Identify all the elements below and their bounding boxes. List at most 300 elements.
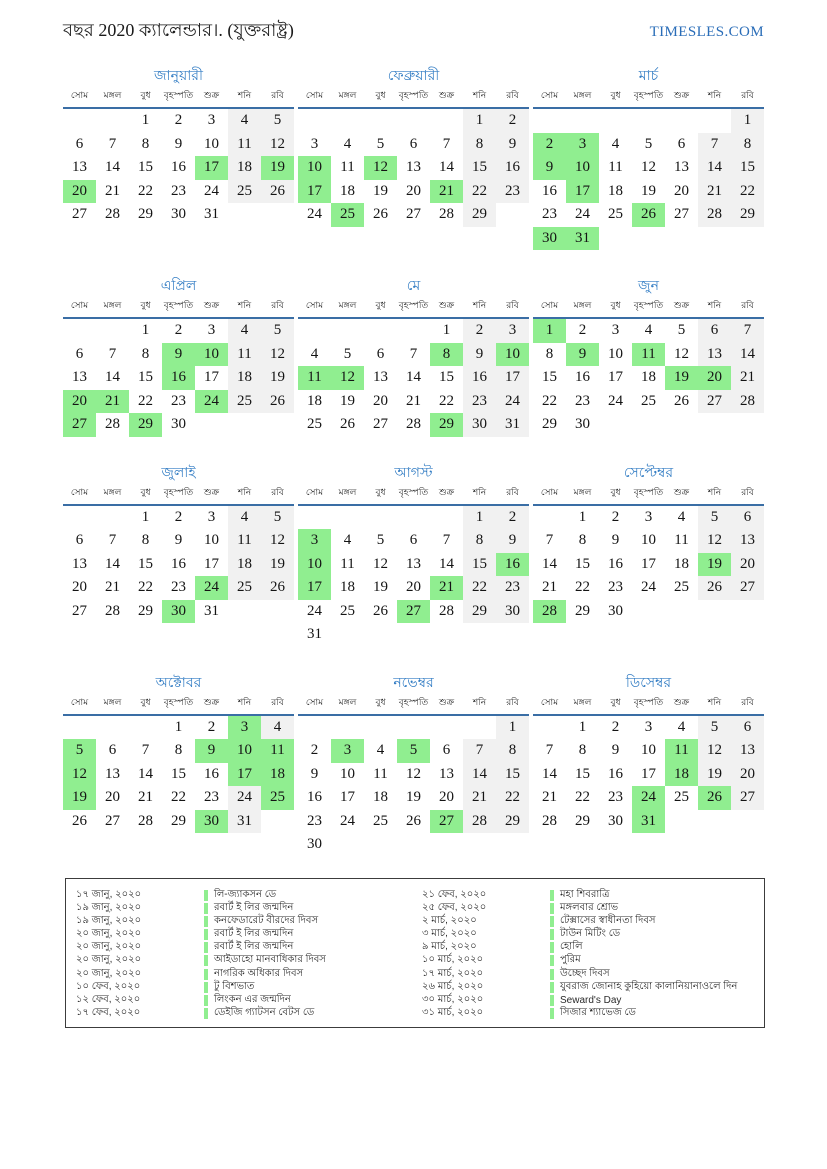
holiday-marker-icon: [204, 1008, 208, 1019]
day-cell: 19: [641, 182, 656, 199]
legend-date: ১৭ মার্চ, ২০২০: [422, 967, 484, 979]
day-cell: 28: [542, 812, 557, 829]
day-cell: 28: [105, 602, 120, 619]
weekday-label: বুধ: [375, 90, 386, 100]
empty-cell: [331, 109, 364, 133]
day-cell: 13: [72, 369, 87, 386]
day-cell: 18: [373, 789, 388, 806]
holiday-day-cell: 17: [298, 576, 331, 600]
weekday-label: মঙ্গল: [103, 300, 122, 310]
weekday-label: শুক্র: [438, 486, 455, 497]
weekday-label: শুক্র: [673, 486, 690, 497]
day-cell: 12: [641, 159, 656, 176]
legend-date: ২০ জানু, ২০২০: [76, 954, 142, 966]
weekday-label: রবি: [506, 300, 519, 310]
day-cell: 3: [207, 112, 216, 129]
day-cell: 16: [171, 555, 186, 572]
day-cell: 23: [204, 789, 219, 806]
holiday-day-cell: 25: [261, 786, 294, 810]
empty-cell: [364, 506, 397, 530]
day-cell: 30: [171, 416, 186, 433]
day-cell: 7: [698, 133, 731, 157]
day-cell: 23: [608, 789, 623, 806]
empty-cell: [665, 109, 698, 133]
empty-cell: [397, 109, 430, 133]
empty-cell: [298, 716, 331, 740]
legend-holiday-label: টেক্সাসের স্বাধীনতা দিবস: [560, 915, 656, 927]
month-days: [63, 716, 294, 834]
empty-cell: [331, 506, 364, 530]
day-cell: 9: [174, 532, 183, 549]
day-cell: 21: [463, 786, 496, 810]
day-cell: 29: [138, 206, 153, 223]
legend-row: [76, 913, 410, 926]
month-block: [63, 62, 294, 250]
weekday-label: মঙ্গল: [338, 696, 357, 707]
day-cell: 14: [105, 555, 120, 572]
empty-cell: [298, 109, 331, 133]
weekday-label: বুধ: [140, 486, 151, 497]
empty-cell: [533, 506, 566, 530]
day-cell: 12: [674, 345, 689, 362]
day-cell: 11: [228, 133, 261, 157]
weekday-label: বৃহস্পতি: [633, 696, 664, 707]
day-cell: 26: [261, 576, 294, 600]
legend-holiday-label: ডেইজি গ্যাটসন বেটস ডে: [214, 1006, 315, 1018]
day-cell: 25: [608, 206, 623, 223]
holiday-marker-icon: [550, 1008, 554, 1019]
holiday-day-cell: 26: [632, 203, 665, 227]
legend-date: ২ মার্চ, ২০২০: [422, 915, 477, 927]
day-cell: 29: [171, 812, 186, 829]
weekday-label: শুক্র: [438, 90, 455, 100]
holiday-day-cell: 24: [632, 786, 665, 810]
holiday-day-cell: 1: [533, 319, 566, 343]
legend-date: ২১ ফেব, ২০২০: [422, 889, 487, 900]
weekday-label: মঙ্গল: [573, 300, 592, 310]
day-cell: 28: [406, 416, 421, 433]
legend-holiday-label: নাগরিক অধিকার দিবস: [214, 967, 304, 979]
day-cell: 6: [698, 319, 731, 343]
holiday-day-cell: 27: [430, 810, 463, 834]
month-title: জুন: [638, 277, 659, 293]
month-block: [298, 272, 529, 437]
day-cell: 18: [228, 366, 261, 390]
day-cell: 2: [578, 322, 587, 339]
day-cell: 27: [731, 576, 764, 600]
day-cell: 2: [611, 508, 620, 525]
weekday-label: শুক্র: [203, 696, 220, 707]
month-block: [63, 272, 294, 437]
weekday-label: সোম: [70, 300, 89, 310]
holiday-day-cell: 26: [698, 786, 731, 810]
day-cell: 1: [731, 109, 764, 133]
day-cell: 23: [542, 206, 557, 223]
day-cell: 7: [545, 532, 554, 549]
empty-cell: [331, 319, 364, 343]
weekday-label: মঙ্গল: [573, 90, 592, 100]
month-days: [298, 716, 529, 857]
day-cell: 1: [141, 508, 150, 525]
day-cell: 22: [439, 392, 454, 409]
day-cell: 23: [307, 812, 322, 829]
day-cell: 14: [698, 156, 731, 180]
day-cell: 6: [442, 742, 451, 759]
holiday-day-cell: 19: [261, 156, 294, 180]
day-cell: 8: [463, 529, 496, 553]
legend-row: [422, 979, 756, 992]
holiday-day-cell: 25: [331, 203, 364, 227]
day-cell: 6: [75, 345, 84, 362]
day-cell: 13: [406, 159, 421, 176]
holiday-day-cell: 17: [298, 180, 331, 204]
day-cell: 16: [608, 555, 623, 572]
day-cell: 1: [141, 112, 150, 129]
holiday-day-cell: 11: [632, 343, 665, 367]
day-cell: 5: [644, 135, 653, 152]
weekday-label: বুধ: [610, 300, 621, 310]
day-cell: 1: [496, 716, 529, 740]
day-cell: 26: [674, 392, 689, 409]
day-cell: 22: [496, 786, 529, 810]
legend-date: ২৬ মার্চ, ২০২০: [422, 980, 484, 992]
weekday-label: বৃহস্পতি: [163, 486, 194, 497]
empty-cell: [63, 716, 96, 740]
day-cell: 5: [376, 135, 385, 152]
weekday-label: মঙ্গল: [103, 486, 122, 497]
day-cell: 28: [463, 810, 496, 834]
day-cell: 5: [698, 506, 731, 530]
day-cell: 29: [575, 812, 590, 829]
holiday-day-cell: 3: [298, 529, 331, 553]
day-cell: 2: [611, 718, 620, 735]
weekday-label: শুক্র: [203, 300, 220, 310]
empty-cell: [599, 109, 632, 133]
holiday-day-cell: 11: [665, 739, 698, 763]
legend-date: ১৯ জানু, ২০২০: [76, 915, 142, 927]
weekday-row: [298, 88, 529, 109]
holiday-day-cell: 10: [566, 156, 599, 180]
legend-holiday-label: যুবরাজ জোনাহ কুহিয়ো কালানিয়ানাওলে দিন: [560, 980, 738, 992]
holiday-day-cell: 12: [63, 763, 96, 787]
day-cell: 2: [496, 109, 529, 133]
day-cell: 8: [463, 133, 496, 157]
holiday-day-cell: 8: [430, 343, 463, 367]
holiday-day-cell: 31: [566, 227, 599, 251]
holiday-day-cell: 19: [63, 786, 96, 810]
day-cell: 30: [463, 413, 496, 437]
day-cell: 10: [340, 765, 355, 782]
legend-date: ১২ ফেব, ২০২০: [76, 993, 141, 1005]
day-cell: 8: [731, 133, 764, 157]
page-title: বছর 2020 ক্যালেন্ডার।. (যুক্তরাষ্ট্র): [63, 20, 294, 40]
legend-date: ৩ মার্চ, ২০২০: [422, 928, 477, 940]
day-cell: 8: [578, 532, 587, 549]
legend-holiday-label: হোলি: [560, 941, 583, 953]
empty-cell: [298, 319, 331, 343]
day-cell: 3: [207, 508, 216, 525]
holiday-day-cell: 10: [298, 156, 331, 180]
empty-cell: [364, 716, 397, 740]
weekday-label: বুধ: [610, 486, 621, 497]
holiday-day-cell: 20: [698, 366, 731, 390]
day-cell: 29: [138, 602, 153, 619]
empty-cell: [430, 506, 463, 530]
day-cell: 25: [228, 576, 261, 600]
day-cell: 24: [340, 812, 355, 829]
day-cell: 19: [261, 366, 294, 390]
holiday-day-cell: 30: [195, 810, 228, 834]
holiday-day-cell: 3: [331, 739, 364, 763]
day-cell: 6: [376, 345, 385, 362]
day-cell: 17: [641, 765, 656, 782]
holiday-day-cell: 9: [566, 343, 599, 367]
months-grid: [63, 62, 764, 857]
legend-date: ২০ জানু, ২০২০: [76, 928, 142, 940]
day-cell: 13: [439, 765, 454, 782]
legend-date: ১৭ জানু, ২০২০: [76, 889, 142, 900]
day-cell: 29: [575, 602, 590, 619]
holiday-day-cell: 21: [96, 390, 129, 414]
day-cell: 5: [376, 532, 385, 549]
month-title: ডিসেম্বর: [625, 673, 672, 690]
day-cell: 9: [174, 135, 183, 152]
holiday-day-cell: 9: [195, 739, 228, 763]
weekday-label: বুধ: [375, 696, 386, 707]
day-cell: 15: [463, 156, 496, 180]
day-cell: 22: [575, 579, 590, 596]
weekday-label: রবি: [271, 486, 284, 497]
holiday-day-cell: 17: [566, 180, 599, 204]
day-cell: 2: [463, 319, 496, 343]
month-block: [298, 459, 529, 647]
day-cell: 24: [641, 579, 656, 596]
weekday-label: শনি: [472, 90, 487, 100]
holiday-day-cell: 19: [665, 366, 698, 390]
day-cell: 23: [496, 180, 529, 204]
weekday-label: শনি: [472, 486, 487, 497]
empty-cell: [533, 109, 566, 133]
day-cell: 21: [406, 392, 421, 409]
weekday-label: বুধ: [140, 696, 151, 707]
day-cell: 12: [406, 765, 421, 782]
holiday-day-cell: 16: [162, 366, 195, 390]
legend-holiday-label: মঙ্গলবার শ্রোভ: [560, 902, 619, 914]
legend-holiday-label: রবার্ট ই লির জন্মদিন: [214, 902, 294, 914]
day-cell: 30: [575, 416, 590, 433]
day-cell: 9: [463, 343, 496, 367]
month-title: জানুয়ারী: [154, 67, 203, 83]
day-cell: 28: [731, 390, 764, 414]
day-cell: 14: [406, 369, 421, 386]
legend-row: [76, 952, 410, 965]
month-title: এপ্রিল: [160, 277, 197, 293]
holiday-day-cell: 11: [261, 739, 294, 763]
legend-date: ২০ জানু, ২০২০: [76, 967, 142, 979]
weekday-label: রবি: [506, 90, 519, 100]
day-cell: 23: [463, 390, 496, 414]
weekday-label: বুধ: [375, 300, 386, 310]
site-link[interactable]: TIMESLES.COM: [649, 24, 764, 40]
day-cell: 16: [307, 789, 322, 806]
weekday-label: মঙ্গল: [338, 90, 357, 100]
legend-holiday-label: রবার্ট ই লির জন্মদিন: [214, 928, 294, 940]
day-cell: 26: [261, 180, 294, 204]
day-cell: 1: [463, 109, 496, 133]
weekday-label: বুধ: [610, 696, 621, 707]
day-cell: 6: [731, 716, 764, 740]
month-block: [533, 459, 764, 647]
day-cell: 8: [174, 742, 183, 759]
weekday-label: শুক্র: [203, 486, 220, 497]
day-cell: 1: [463, 506, 496, 530]
empty-cell: [632, 109, 665, 133]
holiday-day-cell: 2: [533, 133, 566, 157]
empty-cell: [96, 506, 129, 530]
holiday-day-cell: 27: [63, 413, 96, 437]
day-cell: 30: [171, 206, 186, 223]
day-cell: 3: [496, 319, 529, 343]
day-cell: 8: [578, 742, 587, 759]
weekday-label: সোম: [540, 486, 559, 497]
legend-date: ৩১ মার্চ, ২০২০: [422, 1006, 484, 1018]
day-cell: 27: [698, 390, 731, 414]
day-cell: 24: [228, 786, 261, 810]
day-cell: 8: [545, 345, 554, 362]
day-cell: 22: [542, 392, 557, 409]
legend-row: [76, 887, 410, 900]
day-cell: 4: [611, 135, 620, 152]
weekday-label: সোম: [305, 300, 324, 310]
day-cell: 20: [439, 789, 454, 806]
day-cell: 1: [442, 322, 451, 339]
day-cell: 7: [442, 532, 451, 549]
day-cell: 14: [105, 159, 120, 176]
legend-holiday-label: মহা শিবরাত্রি: [560, 889, 610, 900]
legend-holiday-label: পুরিম: [560, 954, 581, 966]
day-cell: 23: [608, 579, 623, 596]
weekday-label: শুক্র: [203, 90, 220, 100]
weekday-label: বৃহস্পতি: [398, 486, 429, 497]
legend-holiday-label: রবার্ট ই লির জন্মদিন: [214, 941, 294, 953]
day-cell: 20: [406, 579, 421, 596]
weekday-label: সোম: [540, 696, 559, 707]
day-cell: 28: [439, 602, 454, 619]
legend-row: [422, 952, 756, 965]
day-cell: 15: [439, 369, 454, 386]
legend-holiday-name: [550, 1005, 756, 1022]
day-cell: 13: [731, 529, 764, 553]
legend-date: ২৫ ফেব, ২০২০: [422, 902, 487, 914]
day-cell: 21: [138, 789, 153, 806]
weekday-label: শুক্র: [438, 300, 455, 310]
day-cell: 7: [108, 532, 117, 549]
legend-date: ৯ মার্চ, ২০২০: [422, 941, 477, 953]
day-cell: 15: [575, 555, 590, 572]
day-cell: 12: [698, 739, 731, 763]
weekday-label: শনি: [237, 300, 252, 310]
empty-cell: [298, 506, 331, 530]
day-cell: 4: [228, 109, 261, 133]
legend-row: [76, 1005, 410, 1018]
day-cell: 18: [228, 553, 261, 577]
legend-row: [422, 1005, 756, 1018]
day-cell: 9: [496, 529, 529, 553]
day-cell: 21: [105, 579, 120, 596]
weekday-label: শনি: [237, 696, 252, 707]
weekday-label: বৃহস্পতি: [398, 696, 429, 707]
weekday-label: বৃহস্পতি: [398, 300, 429, 310]
day-cell: 15: [463, 553, 496, 577]
weekday-label: শুক্র: [673, 90, 690, 100]
holiday-day-cell: 10: [228, 739, 261, 763]
empty-cell: [96, 319, 129, 343]
day-cell: 18: [641, 369, 656, 386]
day-cell: 24: [608, 392, 623, 409]
day-cell: 22: [731, 180, 764, 204]
day-cell: 25: [674, 789, 689, 806]
day-cell: 5: [261, 109, 294, 133]
day-cell: 16: [171, 159, 186, 176]
holiday-day-cell: 18: [261, 763, 294, 787]
holiday-day-cell: 30: [533, 227, 566, 251]
weekday-label: শুক্র: [673, 300, 690, 310]
weekday-row: [533, 88, 764, 109]
legend-holiday-label: লিংকন এর জন্মদিন: [214, 993, 291, 1005]
holiday-day-cell: 19: [698, 553, 731, 577]
empty-cell: [698, 109, 731, 133]
day-cell: 19: [373, 182, 388, 199]
day-cell: 22: [138, 182, 153, 199]
legend-column-right: [422, 887, 756, 1018]
day-cell: 23: [171, 392, 186, 409]
day-cell: 13: [406, 555, 421, 572]
day-cell: 20: [105, 789, 120, 806]
day-cell: 13: [373, 369, 388, 386]
day-cell: 3: [644, 508, 653, 525]
holiday-day-cell: 18: [665, 763, 698, 787]
day-cell: 19: [261, 553, 294, 577]
day-cell: 8: [141, 532, 150, 549]
day-cell: 4: [677, 718, 686, 735]
holiday-day-cell: 3: [228, 716, 261, 740]
day-cell: 15: [138, 369, 153, 386]
day-cell: 28: [698, 203, 731, 227]
legend-row: [76, 966, 410, 979]
day-cell: 19: [373, 579, 388, 596]
legend-row: [76, 979, 410, 992]
day-cell: 24: [204, 182, 219, 199]
holiday-day-cell: 21: [430, 180, 463, 204]
weekday-label: রবি: [741, 90, 754, 100]
day-cell: 14: [138, 765, 153, 782]
day-cell: 25: [373, 812, 388, 829]
day-cell: 13: [731, 739, 764, 763]
weekday-row: [63, 695, 294, 716]
day-cell: 20: [72, 579, 87, 596]
day-cell: 1: [578, 508, 587, 525]
weekday-label: বুধ: [375, 486, 386, 497]
day-cell: 27: [373, 416, 388, 433]
day-cell: 5: [677, 322, 686, 339]
day-cell: 31: [204, 602, 219, 619]
day-cell: 14: [463, 763, 496, 787]
weekday-label: শনি: [707, 300, 722, 310]
weekday-label: রবি: [741, 486, 754, 497]
holiday-day-cell: 10: [298, 553, 331, 577]
weekday-label: সোম: [540, 300, 559, 310]
weekday-label: রবি: [741, 300, 754, 310]
